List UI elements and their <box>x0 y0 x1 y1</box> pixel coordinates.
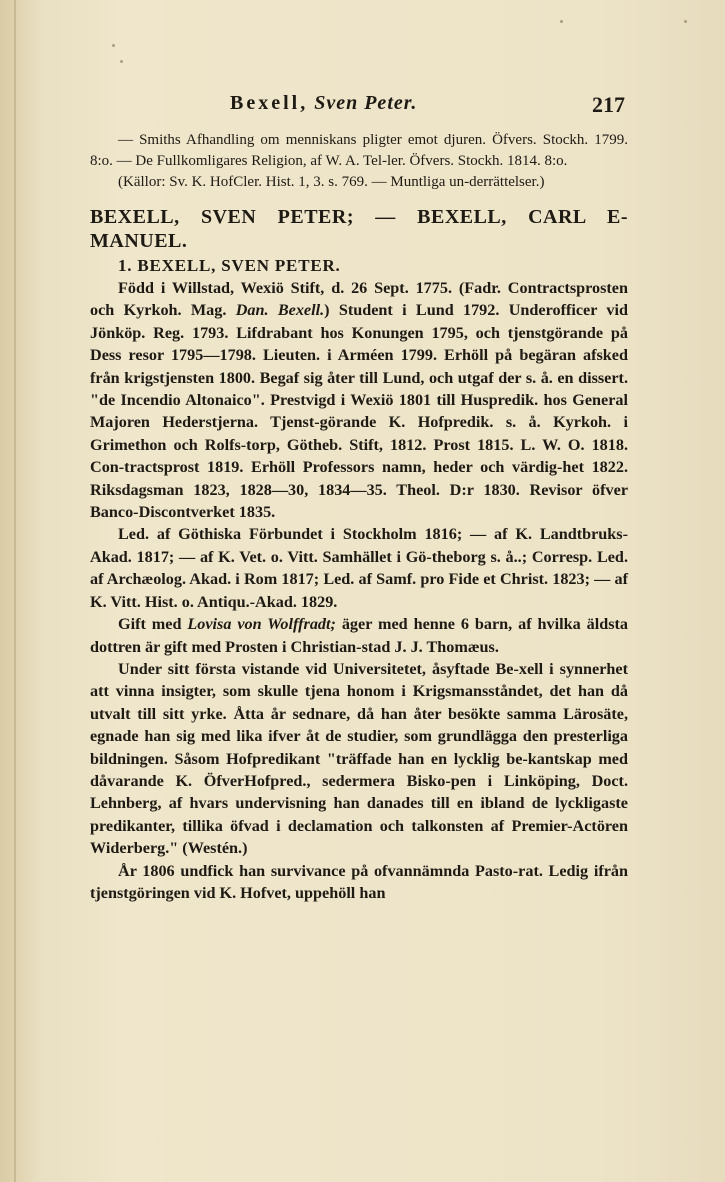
biography-text-continued: ) Student i Lund 1792. Underofficer vid Jönköp. Reg. 1793. Lifdrabant hos Konungen 1795, och tjenstgörande på Dess resor 1795—1798. Lieuten. i Arméen 1799. Erhöll på begäran afsked från krigstjensten 1800. Begaf sig åter till Lund, och utgaf der s. å. en dissert. "de Incendio Altonaico". Prestvigd i Wexiö 1801 till Huspredik. hos General Majoren Hederstjerna. Tjenst-görande K. Hofpredik. s. å. Kyrkoh. i Grimethon och Rolfs-torp, Götheb. Stift, 1812. Prost 1815. L. W. O. 1818. Con-tractsprost 1819. Erhöll Professors namn, heder och värdig-het 1822. Riksdagsman 1823, 1828—30, 1834—35. Theol. D:r 1830. Revisor öfver Banco-Discontverket 1835. <box>90 301 629 522</box>
father-name: Dan. Bexell. <box>235 301 325 320</box>
spouse-name: Lovisa von Wolffradt; <box>187 615 336 634</box>
entry-heading: BEXELL, SVEN PETER; — BEXELL, CARL E-MANUEL. <box>90 206 628 252</box>
header-surname: Bexell, <box>230 92 309 114</box>
sources-note: (Källor: Sv. K. HofCler. Hist. 1, 3. s. 769. — Muntliga un-derrättelser.) <box>118 174 545 190</box>
entry-subheading: 1. BEXELL, SVEN PETER. <box>118 256 341 275</box>
marriage-paragraph <box>90 613 628 658</box>
bibliography-references: — Smiths Afhandling om menniskans pligter emot djuren. Öfvers. Stockh. 1799. 8:o. — De Fullkomligares Religion, af W. A. Tel-ler. Öfvers. Stockh. 1814. 8:o. <box>90 132 628 169</box>
memberships-paragraph: Led. af Göthiska Förbundet i Stockholm 1816; — af K. Landtbruks-Akad. 1817; — af K. Vet. o. Vitt. Samhället i Gö-theborg s. å..; Corresp. Led. af Archæolog. Akad. i Rom 1817; Led. af Samf. pro Fide et Christ. 1823; — af K. Vitt. Hist. o. Antiqu.-Akad. 1829. <box>90 525 628 611</box>
biography-text: Född i Willstad, Wexiö Stift, d. 26 Sept. 1775. (Fadr. Contractsprosten och Kyrkoh. Mag. <box>90 279 628 320</box>
narrative-paragraph: Under sitt första vistande vid Universitetet, åsyftade Be-xell i synnerhet att vinna insigter, som skulle tjena honom i Krigsmansståndet, det han då utvalt till sitt yrke. Åtta år sednare, då han åter besökte samma Lärosäte, egnade han sig med lika ifver åt de studier, som grundlägga den presterliga bildningen. Såsom Hofpredikant "träffade han en lycklig be-kantskap med dåvarande K. ÖfverHofpred., sedermera Bisko-pen i Linköping, Doct. Lehnberg, af hvars undervisning han danades till en ibland de lyckligaste predikanter, tillika öfvad i declamation och talkonsten af Premier-Actören Widerberg." (Westén.) <box>90 659 628 858</box>
paper-speck <box>560 20 563 23</box>
header-title <box>230 92 417 115</box>
paper-speck <box>120 60 123 63</box>
running-header <box>80 92 640 122</box>
binding-gutter <box>14 0 16 1182</box>
paper-speck <box>684 20 687 23</box>
closing-paragraph: År 1806 undfick han survivance på ofvannämnda Pasto-rat. Ledig ifrån tjenstgöringen vid K. Hofvet, uppehöll han <box>90 861 628 902</box>
header-given-name: Sven Peter. <box>314 92 418 114</box>
page-number: 217 <box>592 92 625 117</box>
paper-speck <box>112 44 115 47</box>
page-body <box>90 130 628 904</box>
marriage-text: Gift med <box>118 615 188 634</box>
marriage-text-continued: äger med henne 6 barn, af hvilka äldsta dottren är gift med Prosten i Christian-stad J. J. Thomæus. <box>90 615 628 656</box>
biography-paragraph <box>90 277 628 523</box>
